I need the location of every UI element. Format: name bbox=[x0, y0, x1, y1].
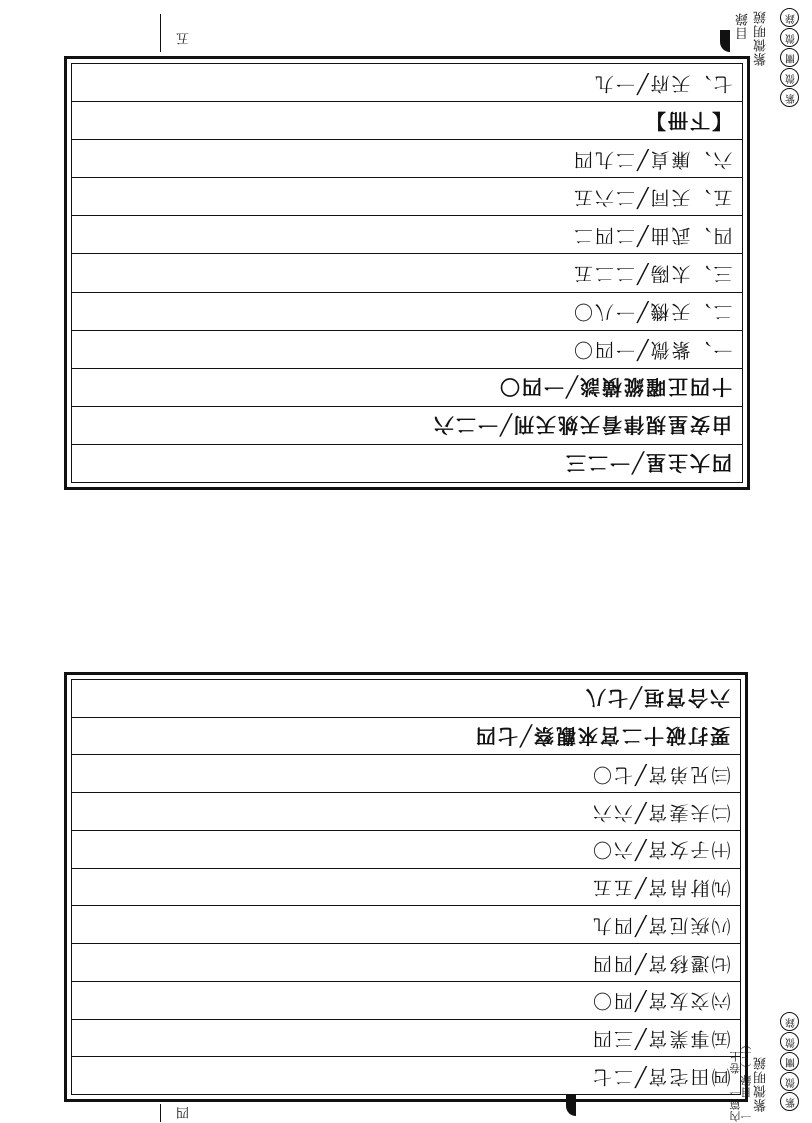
toc-row bbox=[72, 445, 742, 482]
toc-row bbox=[72, 718, 740, 756]
bottom-seal bbox=[776, 1012, 804, 1111]
bottom-chapter-tab bbox=[566, 1094, 576, 1116]
toc-row bbox=[72, 102, 742, 140]
bottom-page-number: 四 bbox=[176, 1104, 190, 1119]
seal-char: 紫 bbox=[781, 1092, 800, 1111]
toc-entry: ㈦遷移宮╱四四 bbox=[590, 952, 730, 974]
toc-entry: ㈩子女宮╱六〇 bbox=[590, 838, 730, 861]
toc-entry: ㈣田宅宮╱二七 bbox=[590, 1065, 730, 1088]
toc-row bbox=[72, 831, 740, 869]
toc-row bbox=[72, 680, 740, 718]
toc-entry: 五、天同╱二六五 bbox=[571, 186, 732, 209]
toc-entry: 四、武曲╱二四二 bbox=[571, 224, 732, 247]
toc-row bbox=[72, 407, 742, 445]
toc-heading: 【下冊】 bbox=[644, 108, 732, 133]
toc-heading: 六合宮垣╱七八 bbox=[583, 686, 730, 711]
toc-row bbox=[72, 944, 740, 982]
toc-entry: ㈧疾厄宮╱四九 bbox=[590, 914, 730, 937]
toc-entry: 六、廉貞╱二九四 bbox=[571, 148, 732, 171]
toc-heading: 十四正曜縱橫談╱一四〇 bbox=[497, 375, 732, 400]
seal-char: 闡 bbox=[781, 1052, 800, 1071]
seal-char: 微 bbox=[781, 1032, 800, 1051]
toc-row bbox=[72, 293, 742, 331]
seal-char: 錄 bbox=[781, 1012, 800, 1031]
bottom-section-label: 內篇一 卷上一 目錄（上） bbox=[729, 1038, 753, 1122]
top-header-rule bbox=[160, 14, 161, 52]
toc-row bbox=[72, 982, 740, 1020]
toc-row bbox=[72, 1057, 740, 1094]
top-page-number: 五 bbox=[176, 30, 190, 45]
toc-row bbox=[72, 178, 742, 216]
toc-row bbox=[72, 331, 742, 369]
toc-heading: 四大主星╱一二三 bbox=[563, 451, 732, 476]
bottom-book-title: 紫微明鏡 bbox=[754, 1056, 769, 1112]
toc-row bbox=[72, 1020, 740, 1058]
top-seal bbox=[776, 8, 804, 107]
toc-entry: ㈨財帛宮╱五五 bbox=[590, 876, 730, 899]
toc-row bbox=[72, 755, 740, 793]
seal-char: 微 bbox=[781, 28, 800, 47]
toc-entry: 一、紫微╱一四〇 bbox=[571, 338, 732, 361]
toc-row bbox=[72, 140, 742, 178]
toc-heading: 由安星規律看天姚天刑╱一二六 bbox=[431, 413, 732, 438]
toc-entry: 七、天府╱一九 bbox=[592, 72, 732, 95]
seal-char: 微 bbox=[781, 1072, 800, 1091]
toc-row bbox=[72, 906, 740, 944]
toc-row bbox=[72, 793, 740, 831]
toc-entry: 三、太陽╱二二五 bbox=[571, 262, 732, 285]
top-toc-rows bbox=[71, 63, 743, 483]
top-chapter-tab bbox=[720, 30, 730, 52]
toc-entry: ㈤事業宮╱三四 bbox=[590, 1027, 730, 1050]
top-toc-frame bbox=[64, 56, 750, 490]
toc-row bbox=[72, 254, 742, 292]
toc-row bbox=[72, 64, 742, 102]
toc-entry: ㈡夫妻宮╱六六 bbox=[590, 801, 730, 824]
bottom-header-rule bbox=[160, 1104, 161, 1122]
bottom-toc-frame bbox=[64, 672, 748, 1102]
seal-char: 錄 bbox=[781, 8, 800, 27]
bottom-toc-rows bbox=[71, 679, 741, 1095]
toc-entry: 二、天機╱一八〇 bbox=[571, 300, 732, 323]
toc-row bbox=[72, 216, 742, 254]
toc-row bbox=[72, 869, 740, 907]
toc-entry: ㈥交友宮╱四〇 bbox=[590, 989, 730, 1012]
toc-row bbox=[72, 369, 742, 407]
toc-heading: 要打破十二宮來觀察╱七四 bbox=[473, 724, 730, 749]
seal-char: 紫 bbox=[781, 88, 800, 107]
top-book-title: 紫微明鏡 bbox=[754, 10, 769, 66]
top-section-label: 目錄 bbox=[736, 12, 751, 40]
seal-char: 闡 bbox=[781, 48, 800, 67]
seal-char: 微 bbox=[781, 68, 800, 87]
toc-entry: ㈢兄弟宮╱七〇 bbox=[590, 763, 730, 786]
